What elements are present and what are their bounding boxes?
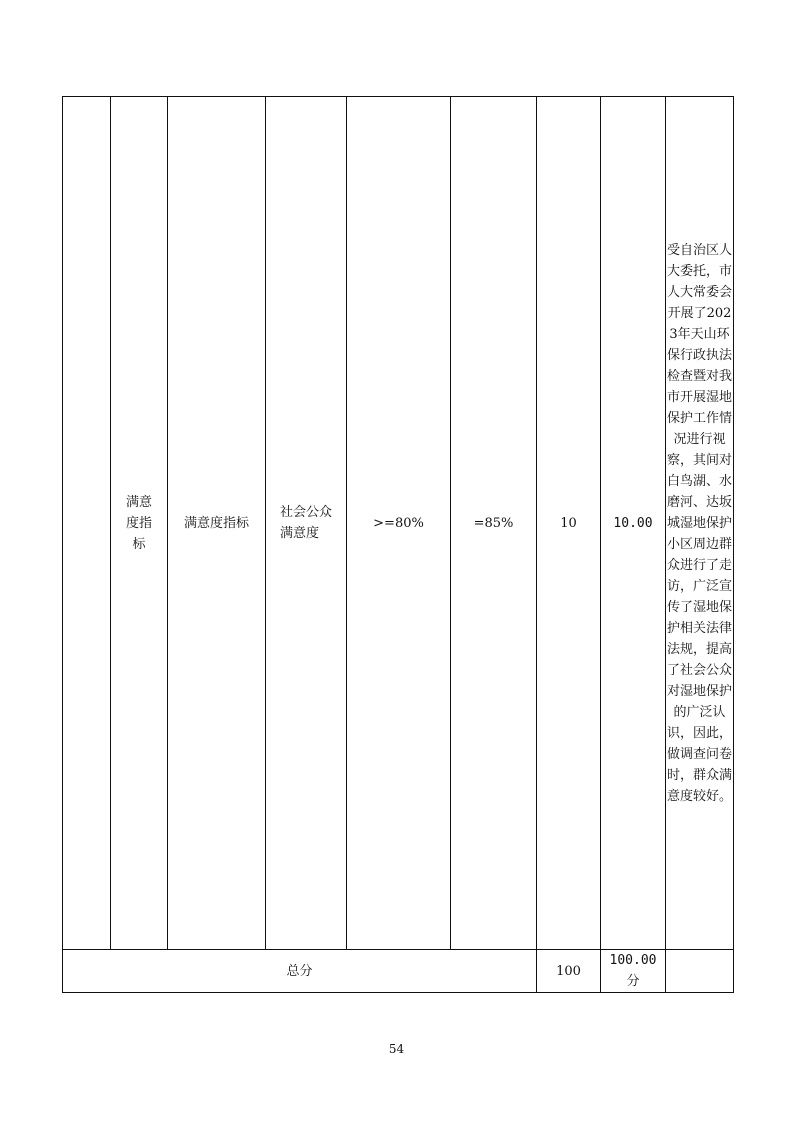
total-weight-cell [537, 950, 601, 993]
target-text: >=80% [373, 515, 424, 531]
target-cell [347, 97, 451, 950]
total-label: 总分 [286, 963, 313, 979]
score-text: 10.00 [613, 515, 653, 531]
page-number: 54 [388, 1042, 405, 1056]
level3-text: 满意度指标 [183, 515, 249, 531]
level1-cell [63, 97, 111, 950]
indicator-text: 社会公众满意度 [280, 505, 333, 541]
weight-cell [537, 97, 601, 950]
remark-cell [666, 97, 734, 950]
actual-cell [451, 97, 537, 950]
remark-text: 受自治区人大委托，市人大常委会开展了2023年天山环保行政执法检查暨对我市开展湿地保护工作情况进行视察，其间对白鸟湖、水磨河、达坂城湿地保护小区周边群众进行了走访，广泛宣传了湿地保护相关法律法规，提高了社会公众对湿地保护的广泛认识，因此，做调查问卷时，群众满意度较好。 [666, 242, 732, 804]
indicator-cell [266, 97, 347, 950]
actual-text: =85% [473, 515, 514, 531]
level2-text: 满意度指标 [125, 494, 152, 552]
level2-cell [111, 97, 168, 950]
table-row [63, 97, 734, 950]
total-score: 100.00分 [609, 953, 657, 989]
level3-cell [168, 97, 266, 950]
score-cell [601, 97, 666, 950]
weight-text: 10 [560, 515, 577, 531]
total-weight: 100 [556, 963, 581, 979]
total-remark-cell [666, 950, 734, 993]
total-row [63, 950, 734, 993]
performance-table [62, 96, 734, 993]
total-score-cell [601, 950, 666, 993]
total-label-cell [63, 950, 537, 993]
